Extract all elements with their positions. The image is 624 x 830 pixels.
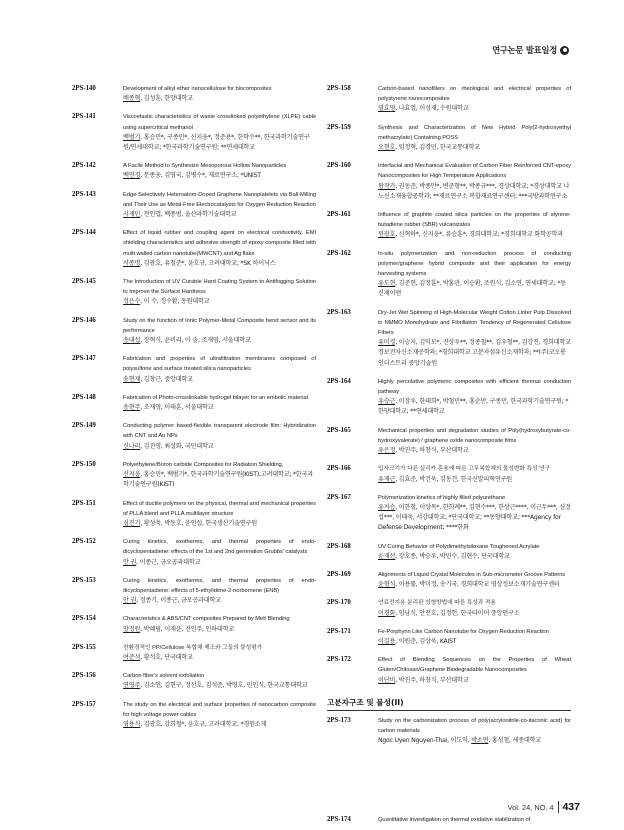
program-entry <box>72 700 316 731</box>
entry-body <box>378 493 571 534</box>
entry-id: 2PS-160 <box>327 162 351 170</box>
program-entry <box>327 716 571 747</box>
entry-title: Fe-Porphyrin Like Carbon Nanotube for Oxygen Reduction Reaction <box>378 628 549 635</box>
entry-id: 2PS-173 <box>327 716 351 724</box>
entry-body <box>123 499 316 530</box>
entry-body <box>378 308 571 369</box>
entry-id: 2PS-168 <box>327 542 351 550</box>
entry-authors <box>378 279 571 299</box>
entry-body <box>123 277 316 308</box>
entry-body <box>123 190 316 221</box>
entry-title: Polymerization kinetics of highly filled polyurethane <box>378 494 506 501</box>
entry-title: Carbon fiber's solvent exfoliation <box>123 673 205 680</box>
entry-authors <box>123 94 316 104</box>
co-authors-affiliation: , 김준현, 김정훈*, 박홍관, 이승환, 조원식, 김소연, 연세대학교; *동신제이엔 <box>378 280 566 298</box>
presenter-name: 안 권 <box>123 558 137 566</box>
entry-id: 2PS-141 <box>72 113 96 121</box>
co-authors-affiliation: , 이장우, 한태희*, 박철민**, 홍순만, 구종민, 한국과학기술연구원; *한양대학교; **연세대학교 <box>378 398 569 416</box>
presenter-name: 서종명 <box>123 259 141 267</box>
program-entry <box>327 308 571 369</box>
entry-authors <box>123 133 316 153</box>
entry-title: Synthesis and Characterization of New Hybrid Poly(2-hydroxyethyl methacrylate) Containing POSS <box>378 124 571 141</box>
entry-authors <box>378 143 571 153</box>
co-authors-affiliation: , 김소연, 김현구, 정선호, 김석준, 박영호, 민인식, 한국교통대학교 <box>140 682 308 690</box>
entry-id: 2PS-142 <box>72 162 96 170</box>
entry-authors <box>123 558 316 568</box>
entry-authors <box>123 297 316 307</box>
entry-id: 2PS-147 <box>72 355 96 363</box>
presenter-name: 배종혁 <box>123 95 141 103</box>
entry-id: 2PS-150 <box>72 460 96 468</box>
section-title: 연구논문 발표일정 <box>492 45 557 55</box>
program-entry <box>327 464 571 484</box>
presenter-name: 신나리 <box>123 442 141 450</box>
entry-title: Effect of liquid rubber and coupling agent on electrical conductivity, EMI shielding characteristics and adhesive strength of epoxy composite filled with multi walled carbon nanotube(MWCNT) and Ag flake <box>123 230 316 257</box>
co-authors-affiliation: , 이 수, 정수환, 동원대학교 <box>140 298 210 306</box>
entry-title: Conducting polymer based-flexible transparent electrode film: Hybridization with CNT and Au NPs <box>123 423 316 440</box>
entry-title: The Introduction of UV Curable Hard Coating System to Antifogging Solution to Improve the Surface Hardness <box>123 279 316 296</box>
entry-title: Polyethylene/Boron carbide Composites for Radiation Shielding, <box>123 461 284 468</box>
entry-authors <box>378 736 571 746</box>
entry-id: 2PS-151 <box>72 499 96 507</box>
presenter-name: 심진기 <box>123 519 141 527</box>
presenter-name: 송현재 <box>123 375 141 383</box>
entry-title: In-situ polymerization and non-reduction process of conducting polymer/graphene hybrid composite and their application for energy harvesting systems <box>378 250 571 278</box>
presenter-name: 유도현 <box>378 280 396 288</box>
program-entry <box>72 671 316 691</box>
entry-body <box>123 537 316 568</box>
entry-body <box>123 112 316 153</box>
co-authors-affiliation: , 김창근, 중앙대학교 <box>140 375 193 383</box>
co-authors-affiliation: , 홍승민*, 백범기*, 한국과학기술연구원(KIST),고려대학교; *한국과학기술연구원(KIST) <box>123 471 313 489</box>
presenter-name: 유지승 <box>378 503 396 511</box>
program-column-left <box>72 84 316 784</box>
presenter-name: 연영주 <box>123 682 141 690</box>
co-authors-affiliation: , 김광호, 강희철*, 윤호규, 고려대학교; *경원소재 <box>140 720 267 728</box>
entry-body <box>378 627 571 647</box>
entry-authors <box>123 653 316 663</box>
entry-body <box>378 815 571 825</box>
entry-title: The study on the electrical and surface properties of nanocarbon composite for high voltage power cables <box>123 701 316 718</box>
program-entry <box>72 84 316 104</box>
co-authors-affiliation: , 장혁식, 윤비리, 이 솔, 조재영, 서울대학교 <box>140 337 251 345</box>
entry-authors <box>123 470 316 490</box>
entry-id: 2PS-163 <box>327 308 351 316</box>
entry-id: 2PS-145 <box>72 278 96 286</box>
entry-title: Study on the carbonization process of poly(acrylonitrile-co-itaconic acid) for carbon materials <box>378 717 571 734</box>
co-authors-affiliation: , 황성욱, 박동호, 윤인섭, 한국생산기술연구원 <box>140 519 258 527</box>
entry-authors <box>378 552 571 562</box>
page-header <box>492 44 569 56</box>
program-column-right <box>327 84 571 830</box>
entry-authors <box>378 609 571 619</box>
entry-id: 2PS-148 <box>72 393 96 401</box>
program-entry <box>72 190 316 221</box>
presenter-name: 왕작가 <box>378 182 396 190</box>
presenter-name: 유은정 <box>378 447 396 455</box>
presenter-name: 안 권 <box>123 597 137 605</box>
entry-title: Interfacial and Mechanical Evaluation of Carbon Fiber Reinforced CNT-epoxy Nanocomposites for High Temperature Applications <box>378 163 571 180</box>
volume-label: Vol. 24, NO. 4 <box>507 802 554 812</box>
program-entry <box>327 815 571 825</box>
entry-title: UV Curing Behavior of Polydimethylsiloxane Toughened Acrylate <box>378 543 540 550</box>
program-entry <box>327 84 571 115</box>
program-entry <box>72 316 316 347</box>
co-authors-affiliation: , 박진주, 하창식, 부산대학교 <box>395 447 469 455</box>
page-number: 437 <box>562 801 580 813</box>
presenter-name: 이단비 <box>378 676 396 684</box>
program-entry <box>72 228 316 269</box>
entry-body <box>378 542 571 562</box>
circle-bullet-icon <box>560 46 569 55</box>
program-entry <box>327 377 571 418</box>
entry-id: 2PS-143 <box>72 190 96 198</box>
entry-authors <box>123 720 316 730</box>
entry-body <box>123 643 316 663</box>
entry-body <box>123 228 316 269</box>
co-authors-affiliation: , 김효준, 박건욱, 김동건, 한국신발피혁연구원 <box>395 475 513 483</box>
co-authors-affiliation: , 홍승민*, 구종민*, 신지웅*, 정준용*, 한학수**, 한국과학기술연구원/연세대학교; *한국과학기술연구원; **연세대학교 <box>123 133 310 152</box>
entry-title: Curing kinetics, exotherms, and thermal properties of endo-dicyclopentadiene: effects of 5-ethylidene-2-norbornene (ENB) <box>123 577 316 594</box>
entry-body <box>123 614 316 634</box>
co-authors-affiliation: , 나효열, 이성재, 수원대학교 <box>395 105 469 113</box>
entry-body <box>378 570 571 590</box>
entry-authors <box>123 375 316 385</box>
entry-body <box>123 460 316 491</box>
entry-id: 2PS-154 <box>72 615 96 623</box>
co-authors: Ngoc Uyen Nguyen-Thai, 이도익, <box>378 737 472 745</box>
program-entry <box>327 542 571 562</box>
program-entry <box>72 614 316 634</box>
entry-id: 2PS-146 <box>72 316 96 324</box>
co-authors-affiliation: , 김진영, 최설화, 국민대학교 <box>140 442 214 450</box>
program-entry <box>72 460 316 491</box>
presenter-name: 백범기 <box>123 133 141 141</box>
entry-body <box>378 716 571 747</box>
co-authors-affiliation: , 문종웅, 김영국, 김병수*, 재료연구소; *UNIST <box>140 172 261 180</box>
entry-body <box>123 421 316 452</box>
entry-authors <box>378 182 571 202</box>
entry-authors <box>378 475 571 485</box>
presenter-name: 양정원 <box>123 625 141 633</box>
entry-id: 2PS-140 <box>72 85 96 92</box>
entry-id: 2PS-149 <box>72 422 96 430</box>
program-entry <box>72 537 316 568</box>
co-authors-affiliation: , 조재영, 이태훈, 서울대학교 <box>140 404 214 412</box>
footer-divider <box>558 801 559 813</box>
entry-body <box>123 671 316 691</box>
presenter-name: 여준석 <box>123 653 141 661</box>
co-authors-affiliation: , 정종기, 이종근, 금오공과대학교 <box>136 597 221 605</box>
co-authors-affiliation: , 전인엽, 백종범, 울산과학기술대학교 <box>140 211 237 219</box>
presenter-name: 백연경 <box>123 172 141 180</box>
entry-id: 2PS-158 <box>327 85 351 92</box>
entry-id: 2PS-155 <box>72 643 96 651</box>
entry-id: 2PS-165 <box>327 426 351 434</box>
entry-title: A Facile Method to Synthesize Mesoporous Hollow Nanoparticles <box>123 163 287 170</box>
entry-authors <box>123 336 316 346</box>
program-entry <box>72 576 316 607</box>
co-authors-affiliation: , 이종근, 금오공과대학교 <box>136 558 201 566</box>
entry-title: 연료전지용 분리판 성형방법에 따른 특성과 적용 <box>378 600 496 607</box>
entry-body <box>378 161 571 202</box>
program-entry <box>327 493 571 534</box>
entry-id: 2PS-144 <box>72 229 96 237</box>
entry-title: Study on the function of Ionic Polymer-Metal Composite bend sensor and its performance <box>123 317 316 334</box>
entry-authors <box>123 171 316 181</box>
program-entry <box>72 354 316 385</box>
entry-authors <box>123 519 316 529</box>
entry-title: Influence of graphite coated silica particles on the properties of styrene-butadiene rubber (SBR) vulcanizates <box>378 212 571 229</box>
presenter-name: 오현호 <box>378 144 396 152</box>
entry-authors <box>123 210 316 220</box>
entry-id: 2PS-152 <box>72 538 96 546</box>
entry-authors <box>378 637 571 647</box>
entry-body <box>378 249 571 300</box>
entry-authors <box>378 503 571 534</box>
entry-id: 2PS-162 <box>327 249 351 257</box>
entry-body <box>378 377 571 418</box>
entry-authors <box>123 403 316 413</box>
entry-body <box>378 655 571 686</box>
entry-title: 친환경적인 PP/Cellulose 복합체 제조와 그들의 물성평가 <box>123 644 263 651</box>
entry-id: 2PS-171 <box>327 627 351 635</box>
presenter-name: 유미경 <box>378 339 396 347</box>
presenter-name: 신지웅 <box>123 471 141 479</box>
entry-body <box>123 161 316 181</box>
entry-title: Effect of Blending Sequences on the Properties of Wheat Gluten/Chitosan/Graphene Biodegradable Nanocomposites <box>378 657 571 674</box>
presenter-name: 유승근 <box>378 398 396 406</box>
co-authors-affiliation: , 강호종, 박승우, 박민수, 김현수, 단국대학교 <box>395 552 510 560</box>
entry-id: 2PS-166 <box>327 465 351 473</box>
program-entry <box>327 426 571 457</box>
co-authors-affiliation: , 신혁하*, 신지웅*, 류승훈*, 경희대학교; *경희대학교 화학공학과 <box>395 231 564 239</box>
entry-id: 2PS-172 <box>327 656 351 664</box>
entry-id: 2PS-167 <box>327 493 351 501</box>
entry-title: Alignments of Liquid Crystal Molecules in Sub-micrometer Groove Patterns <box>378 571 566 578</box>
entry-title: Characteristics & ABS/CNT composites Prepared by Melt Blending <box>123 616 290 623</box>
co-authors-affiliation: , 박혜림, 이재윤, 진인주, 인하대학교 <box>140 625 235 633</box>
co-authors-affiliation: , 김성훈, 한양대학교 <box>140 95 193 103</box>
presenter-name: 원광호 <box>378 231 396 239</box>
entry-id: 2PS-164 <box>327 377 351 385</box>
entry-title: Curing kinetics, exotherms, and thermal properties of endo-dicyclopentadiene: effects of the 1st and 2nd generation Grubbs' catalysts <box>123 539 316 556</box>
entry-id: 2PS-169 <box>327 570 351 578</box>
entry-title: Effect of ductile polymers on the physical, thermal and mechanical properties of PLLA blend and PLLA multilayer structure <box>123 500 316 517</box>
program-entry <box>327 570 571 590</box>
presenter-name: 윤재선 <box>378 552 396 560</box>
program-entry <box>327 161 571 202</box>
entry-title: Development of alkyl ether nanocellulose for biocomposites <box>123 86 272 92</box>
entry-title: Fabrication of Photo-crosslinkable hydrogel bilayer for an embolic material <box>123 394 308 401</box>
program-entry <box>327 627 571 647</box>
entry-authors <box>123 625 316 635</box>
entry-id: 2PS-161 <box>327 211 351 219</box>
presenter-name: 염용식 <box>123 720 141 728</box>
entry-body <box>123 700 316 731</box>
entry-authors <box>378 338 571 369</box>
entry-id: 2PS-157 <box>72 700 96 708</box>
program-entry <box>72 393 316 413</box>
entry-title: Highly percolative polymeric composites with efficient thermal conduction pathway <box>378 378 571 396</box>
entry-title: Mechanical properties and degradation studies of Poly(hydroxybutyrate-co-hydroxyvalerate) / graphene oxide nanocomposite films <box>378 427 571 444</box>
entry-body <box>123 354 316 385</box>
entry-body <box>378 464 571 484</box>
entry-body <box>378 598 571 618</box>
entry-authors <box>378 580 571 590</box>
presenter-name: 서재민 <box>123 211 141 219</box>
program-entry <box>72 643 316 663</box>
entry-authors <box>123 442 316 452</box>
entry-authors <box>378 676 571 686</box>
entry-body <box>123 576 316 607</box>
entry-authors <box>378 230 571 240</box>
presenter-name: 윤형석 <box>378 581 396 589</box>
co-authors-affiliation: , 이승지, 김익모*, 진상우**, 정종철**, 김우철**, 김강진, 경희대학교 정보전자신소재공학과; *경희대학교 고분자섬유신소재학과; **(주)코오롱 인더스트리 중앙기술원 <box>378 339 571 367</box>
program-entry <box>327 249 571 300</box>
entry-body <box>123 316 316 347</box>
entry-id: 2PS-170 <box>327 599 351 607</box>
entry-title: Carbon-based nanofillers on rheological and electrical properties of polystyrene nanocomposites <box>378 86 571 103</box>
entry-authors <box>123 596 316 606</box>
presenter-name: 염효영 <box>378 105 396 113</box>
co-authors-affiliation: , 박진주, 하창식, 부산대학교 <box>395 676 469 684</box>
entry-authors <box>123 681 316 691</box>
entry-title: Dry-Jet Wet Spinning of High-Molecular Weight Cotton Linter Pulp Dissolved in NMMO Monohydrate and Fibrillation Tendency of Regenerated Cellulose Fibers <box>378 309 571 337</box>
presenter-name: 이경화 <box>378 609 396 617</box>
co-authors-affiliation: , 이용률, 박미정, 송기국, 경희대학교 영상정보소재기술연구센터 <box>395 581 560 589</box>
program-entry <box>72 112 316 153</box>
entry-authors <box>378 104 571 114</box>
entry-body <box>123 393 316 413</box>
entry-body <box>378 84 571 115</box>
program-entry <box>72 161 316 181</box>
entry-id: 2PS-153 <box>72 576 96 584</box>
presenter-name: 이길용 <box>378 637 396 645</box>
presenter-name: 송현주 <box>123 404 141 412</box>
page-footer <box>508 801 580 813</box>
entry-authors <box>123 259 316 269</box>
entry-id: 2PS-159 <box>327 123 351 131</box>
co-authors-affiliation: , 임정혁, 김경민, 한국교통대학교 <box>395 144 480 152</box>
entry-authors <box>378 446 571 456</box>
presenter-name: 박소연 <box>471 737 489 745</box>
presenter-name: 성은수 <box>123 298 141 306</box>
entry-body <box>378 426 571 457</box>
co-authors-affiliation: , 이원준, 김상욱, KAIST <box>395 637 457 645</box>
program-entry <box>327 598 571 618</box>
entry-body <box>378 123 571 154</box>
co-authors-affiliation: , 임남식, 안진호, 김정헌, 한국타이어 중앙연구소 <box>395 609 520 617</box>
program-entry <box>72 277 316 308</box>
co-authors-affiliation: , 황석호, 단국대학교 <box>140 653 193 661</box>
program-entry <box>327 123 571 154</box>
entry-title: Viscoelastic characteristics of waste crosslinked polyethylene (XLPE) cable using supercritical methanol <box>123 114 316 131</box>
entry-body <box>378 210 571 241</box>
presenter-name: 유재근 <box>378 475 396 483</box>
entry-title: Fabrication and properties of ultrafiltration membranes composed of polysulfone and surface treated silica nanoparticles <box>123 356 316 373</box>
program-entry <box>72 421 316 452</box>
entry-authors <box>378 397 571 417</box>
program-entry <box>327 210 571 241</box>
co-authors-affiliation: , 권동준, 박종만*, 변준형**, 박종규***, 경상대학교; *경상대학교 나노신소재융합공학과; **재료연구소 복합재료연구센터; ***국방과학연구소 <box>378 182 570 200</box>
program-entry <box>327 655 571 686</box>
entry-body <box>123 84 316 104</box>
session-heading: 고분자구조 및 물성(II) <box>327 698 571 711</box>
co-authors-affiliation: , 김광호, 유철준*, 윤호규, 고려대학교; *SK 하이닉스 <box>140 259 276 267</box>
entry-title: Quantitative investigation on thermal oxidative stabilization of <box>378 817 531 823</box>
program-entry <box>72 499 316 530</box>
entry-title: 입자크기가 다른 실리카 혼용에 따른 고무복합체의 물성변화 특성 연구 <box>378 466 551 473</box>
entry-id: 2PS-156 <box>72 672 96 680</box>
program-entry-list <box>327 84 571 686</box>
entry-title: Edge-Selectively Heteroatom-Doped Graphene Nanoplatelets via Ball-Milling and Their Use as Metal-Free Electrocatalysts for Oxygen Reduction Reaction <box>123 191 316 208</box>
presenter-name: 송대섭 <box>123 337 141 345</box>
co-authors-affiliation: , 홍성철, 세종대학교 <box>488 737 542 745</box>
entry-id: 2PS-174 <box>327 816 351 823</box>
co-authors-affiliation: , 이한철, 이상목*, 한희례**, 김현수***, 한상근****, 이근두***, 심정섭***, 이태욱, 서강대학교; *단국대학교; **동양대학교; ***Agency for Defense Development; ****한화 <box>378 503 571 532</box>
